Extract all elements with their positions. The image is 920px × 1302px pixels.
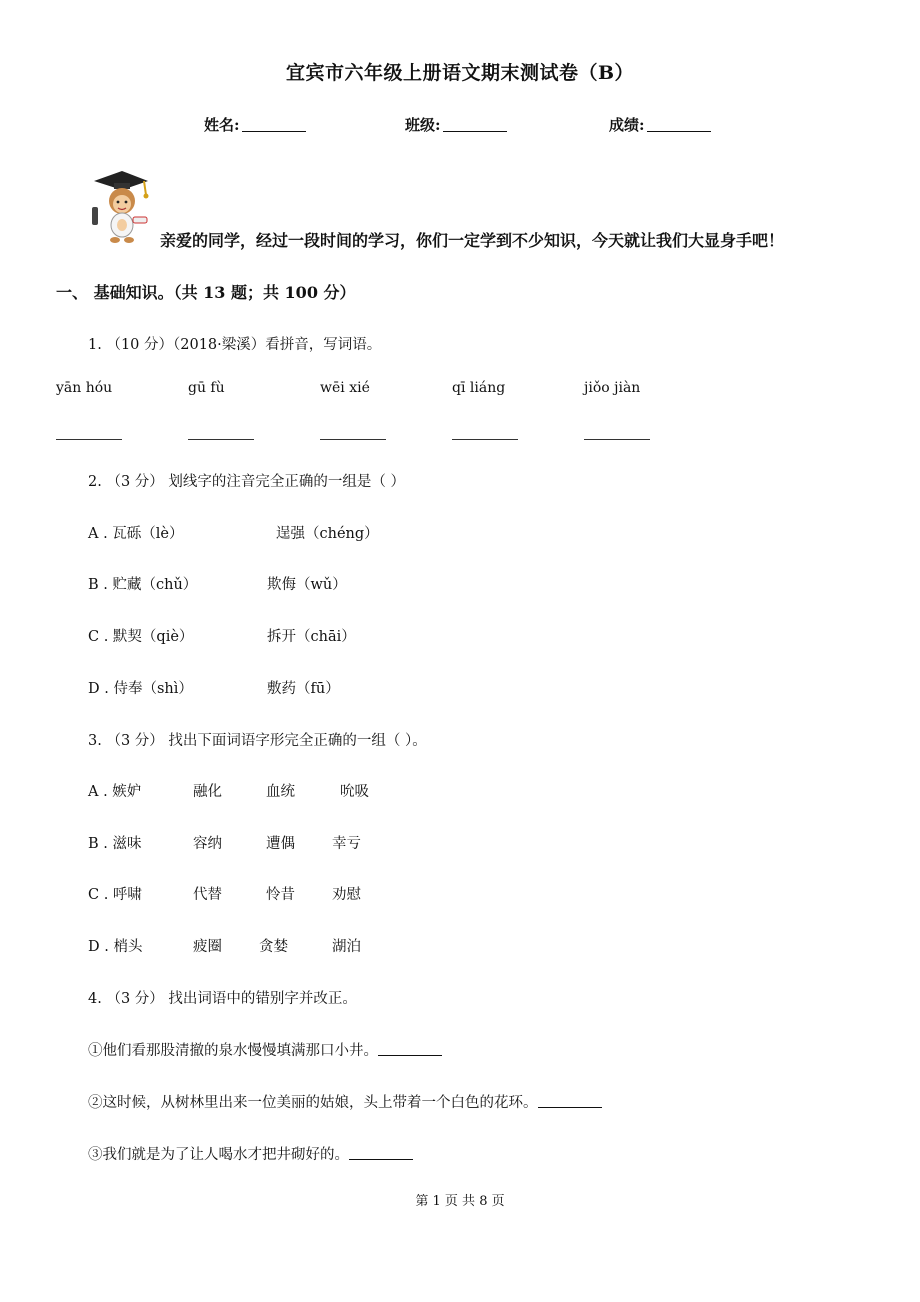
q3-option-c[interactable]: C . 呼啸	[88, 887, 142, 903]
greeting-text: 亲爱的同学，经过一段时间的学习，你们一定学到不少知识，今天就让我们大显身手吧！	[160, 231, 785, 250]
answer-blank-2[interactable]	[188, 439, 254, 440]
question-1-stem: 1. （10 分）（2018·梁溪）看拼音，写词语。	[88, 337, 382, 353]
pinyin-3: wēi xié	[320, 380, 370, 396]
section-heading: 一、 基础知识。（共 13 题；共 100 分）	[56, 283, 356, 302]
q2-option-c-word2: 拆开（chāi）	[267, 629, 356, 645]
page-title: 宜宾市六年级上册语文期末测试卷（B）	[285, 62, 635, 84]
q3-option-b-word4: 幸亏	[332, 836, 361, 852]
q3-option-b[interactable]: B . 滋味	[88, 836, 142, 852]
name-field	[204, 114, 306, 135]
q4-item-1-text: ①他们看那股清撤的泉水慢慢填满那口小井。	[88, 1043, 378, 1059]
answer-blank-4[interactable]	[452, 439, 518, 440]
pinyin-1: yān hóu	[56, 380, 113, 396]
question-3-stem: 3. （3 分） 找出下面词语字形完全正确的一组（ ）。	[88, 733, 427, 749]
class-field	[405, 114, 507, 135]
q2-option-b-word2: 欺侮（wǔ）	[267, 577, 347, 593]
graduate-mascot-icon	[86, 165, 152, 245]
q2-option-d[interactable]: D . 侍奉（shì）	[88, 681, 193, 697]
q3-option-a-word2: 融化	[193, 784, 222, 800]
q3-option-d[interactable]: D . 梢头	[88, 939, 143, 955]
class-label: 班级:	[405, 116, 441, 134]
q4-item-3-text: ③我们就是为了让人喝水才把井砌好的。	[88, 1147, 349, 1163]
q4-item-2	[88, 1091, 602, 1112]
score-blank[interactable]	[647, 117, 711, 132]
answer-blank-3[interactable]	[320, 439, 386, 440]
q4-item-3-blank[interactable]	[349, 1147, 413, 1160]
q4-item-2-text: ②这时候，从树林里出来一位美丽的姑娘，头上带着一个白色的花环。	[88, 1095, 538, 1111]
question-2-stem: 2. （3 分） 划线字的注音完全正确的一组是（ ）	[88, 474, 405, 490]
question-4-stem: 4. （3 分） 找出词语中的错别字并改正。	[88, 991, 357, 1007]
class-blank[interactable]	[443, 117, 507, 132]
q3-option-b-word3: 遭偶	[266, 836, 295, 852]
name-label: 姓名:	[204, 116, 240, 134]
q2-option-a[interactable]: A . 瓦砾（lè）	[88, 526, 184, 542]
pinyin-5: jiǒo jiàn	[584, 380, 641, 396]
q4-item-1	[88, 1039, 442, 1060]
score-field	[609, 114, 711, 135]
q4-item-3	[88, 1143, 413, 1164]
answer-blank-5[interactable]	[584, 439, 650, 440]
q2-option-a-word2: 逞强（chéng）	[276, 526, 379, 542]
q3-option-d-word4: 湖泊	[332, 939, 361, 955]
q3-option-d-word2: 疲圈	[193, 939, 222, 955]
q4-item-2-blank[interactable]	[538, 1095, 602, 1108]
name-blank[interactable]	[242, 117, 306, 132]
q4-item-1-blank[interactable]	[378, 1043, 442, 1056]
q3-option-a[interactable]: A . 嫉妒	[88, 784, 142, 800]
q3-option-a-word3: 血统	[266, 784, 295, 800]
q3-option-c-word4: 劝慰	[332, 887, 361, 903]
q2-option-d-word2: 敷药（fū）	[267, 681, 340, 697]
q3-option-c-word2: 代替	[193, 887, 222, 903]
score-label: 成绩:	[609, 116, 645, 134]
q2-option-b[interactable]: B . 贮藏（chǔ）	[88, 577, 198, 593]
pinyin-4: qī liáng	[452, 380, 506, 396]
q3-option-c-word3: 怜昔	[266, 887, 295, 903]
q3-option-b-word2: 容纳	[193, 836, 222, 852]
pinyin-2: gū fù	[188, 380, 225, 396]
answer-blank-1[interactable]	[56, 439, 122, 440]
page-footer: 第 1 页 共 8 页	[415, 1194, 505, 1209]
q3-option-a-word4: 吮吸	[340, 784, 369, 800]
q2-option-c[interactable]: C . 默契（qiè）	[88, 629, 194, 645]
q3-option-d-word3: 贪婪	[259, 939, 288, 955]
